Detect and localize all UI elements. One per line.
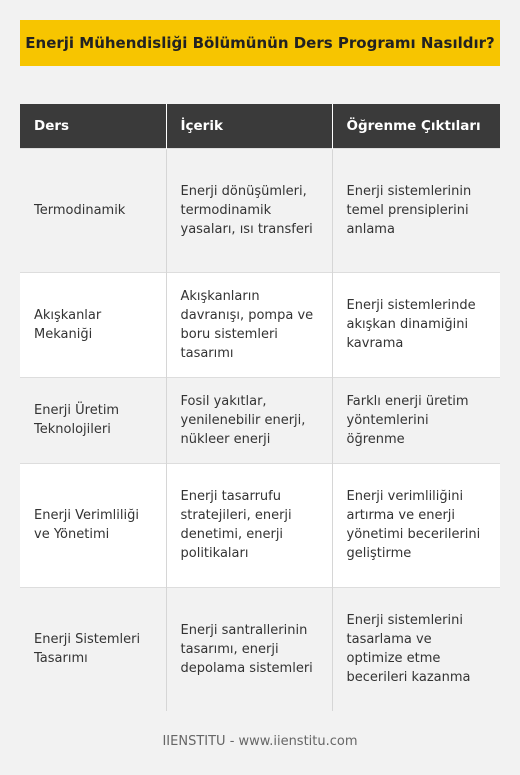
- table-row: [20, 463, 500, 587]
- footer-credit: IIENSTITU - www.iienstitu.com: [162, 734, 358, 749]
- content-cell: Enerji dönüşümleri, termodinamik yasaları, ısı transferi: [166, 148, 332, 272]
- course-cell: Akışkanlar Mekaniği: [20, 272, 166, 377]
- table-row: [20, 377, 500, 463]
- course-cell: Termodinamik: [20, 148, 166, 272]
- table-row: [20, 148, 500, 272]
- content-cell: Enerji santrallerinin tasarımı, enerji depolama sistemleri: [166, 587, 332, 711]
- page-title: Enerji Mühendisliği Bölümünün Ders Programı Nasıldır?: [20, 20, 500, 66]
- course-cell: Enerji Verimliliği ve Yönetimi: [20, 463, 166, 587]
- course-cell: Enerji Üretim Teknolojileri: [20, 377, 166, 463]
- outcome-cell: Enerji sistemlerini tasarlama ve optimize etme becerileri kazanma: [332, 587, 500, 711]
- content-cell: Fosil yakıtlar, yenilenebilir enerji, nükleer enerji: [166, 377, 332, 463]
- outcome-cell: Enerji sistemlerinin temel prensiplerini anlama: [332, 148, 500, 272]
- table-row: [20, 272, 500, 377]
- column-header-outcomes: Öğrenme Çıktıları: [332, 104, 500, 148]
- table-row: [20, 587, 500, 711]
- content-cell: Enerji tasarrufu stratejileri, enerji denetimi, enerji politikaları: [166, 463, 332, 587]
- outcome-cell: Farklı enerji üretim yöntemlerini öğrenme: [332, 377, 500, 463]
- course-table: [20, 104, 500, 711]
- course-cell: Enerji Sistemleri Tasarımı: [20, 587, 166, 711]
- content-cell: Akışkanların davranışı, pompa ve boru sistemleri tasarımı: [166, 272, 332, 377]
- column-header-course: Ders: [34, 117, 70, 134]
- column-header-content: İçerik: [166, 104, 332, 148]
- outcome-cell: Enerji verimliliğini artırma ve enerji yönetimi becerilerini geliştirme: [332, 463, 500, 587]
- outcome-cell: Enerji sistemlerinde akışkan dinamiğini kavrama: [332, 272, 500, 377]
- table-header-row: [20, 104, 500, 148]
